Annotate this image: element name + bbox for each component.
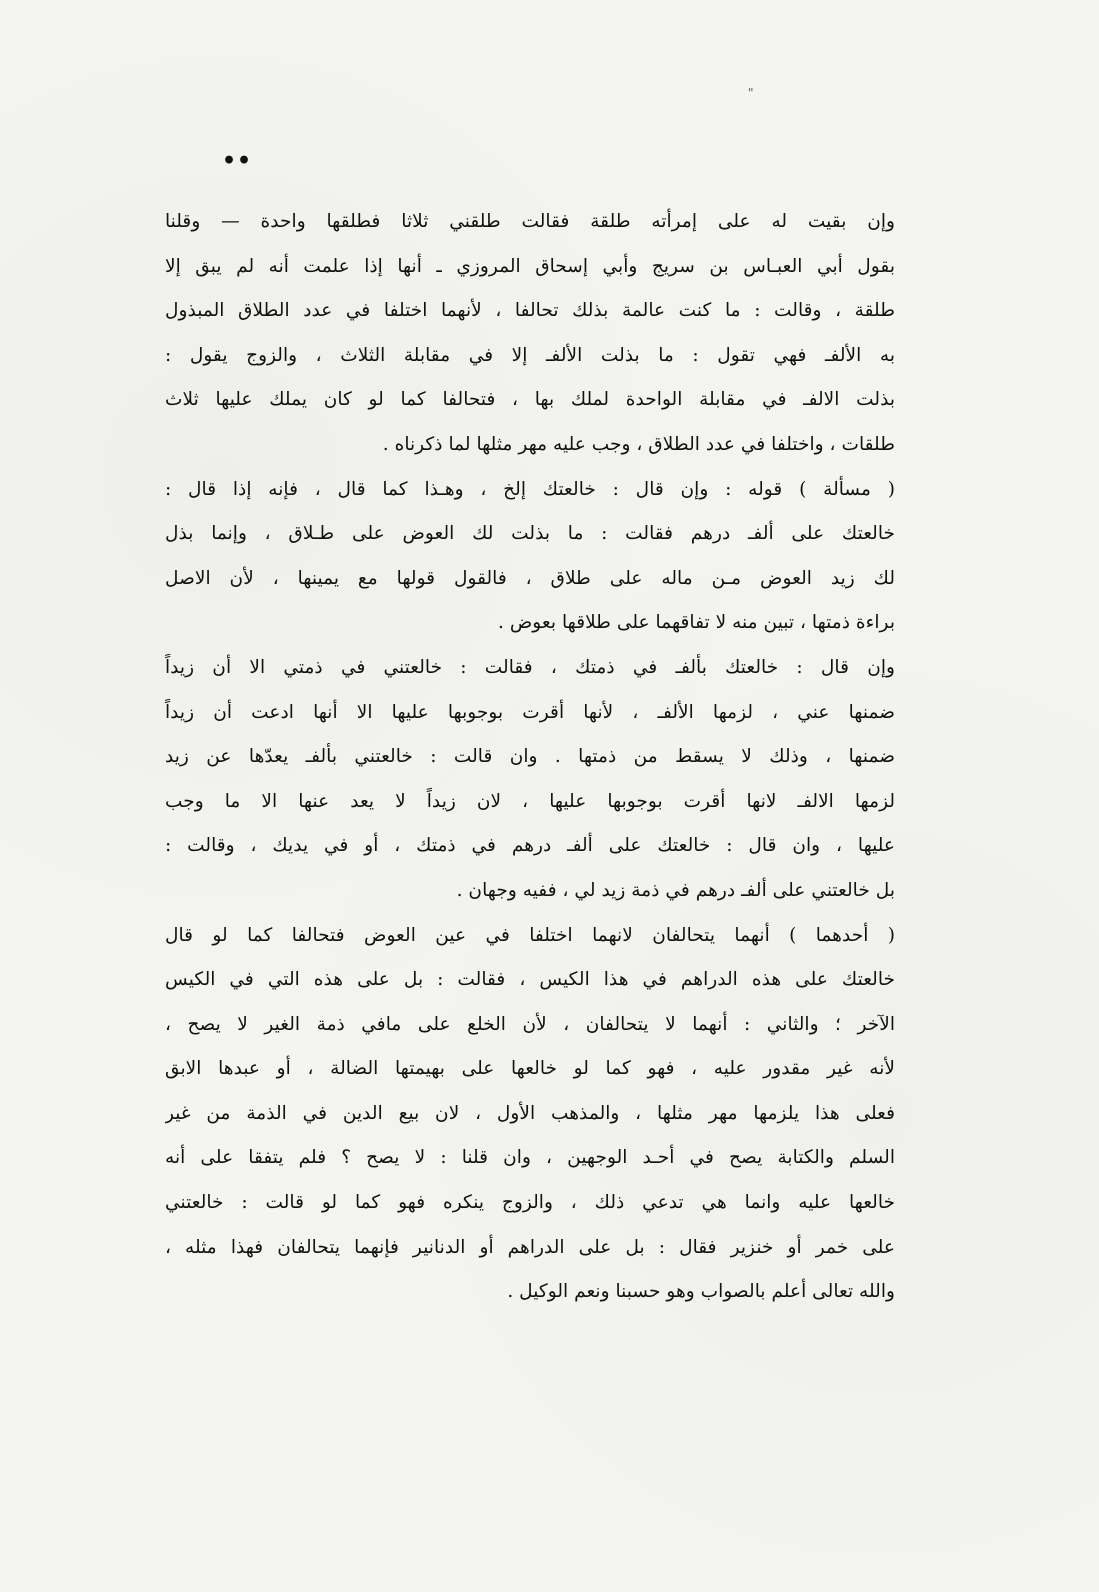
text-line: بقول أبي العبـاس بن سريج وأبي إسحاق المروزي ـ أنها إذا علمت أنه لم يبق إلا	[165, 255, 895, 277]
text-line: به الألفـ فهي تقول : ما بذلت الألفـ إلا في مقابلة الثلاث ، والزوج يقول :	[165, 344, 895, 366]
text-line: خالعها عليه وانما هي تدعي ذلك ، والزوج ينكره فهو كما لو قالت : خالعتني	[165, 1192, 895, 1214]
text-line: خالعتك على ألفـ درهم فقالت : ما بذلت لك العوض على طـلاق ، وإنما بذل	[165, 523, 895, 545]
text-line: عليها ، وان قال : خالعتك على ألفـ درهم في ذمتك ، أو في يديك ، وقالت :	[165, 835, 895, 857]
text-line: بذلت الالفـ في مقابلة الواحدة لملك بها ، فتحالفا كما لو كان يملك عليها ثلاث	[165, 389, 895, 411]
text-line: لك زيد العوض مـن ماله على طلاق ، فالقول قولها مع يمينها ، لأن الاصل	[165, 567, 895, 589]
text-line: ( مسألة ) قوله : وإن قال : خالعتك إلخ ، وهـذا كما قال ، فإنه إذا قال :	[165, 478, 895, 500]
text-line: براءة ذمتها ، تبين منه لا تفاقهما على طلاقها بعوض .	[498, 612, 895, 634]
text-line: طلقة ، وقالت : ما كنت عالمة بذلك تحالفا ، لأنهما اختلفا في عدد الطلاق المبذول	[165, 300, 895, 322]
text-line: فعلى هذا يلزمها مهر مثلها ، والمذهب الأول ، لان بيع الدين في الذمة من غير	[165, 1102, 895, 1124]
text-line: ضمنها عني ، لزمها الألفـ ، لأنها أقرت بوجوبها عليها الا أنها ادعت أن زيداً	[165, 701, 895, 723]
text-line: ضمنها ، وذلك لا يسقط من ذمتها . وان قالت : خالعتني بألفـ يعدّها عن زيد	[165, 746, 895, 768]
text-line: وإن بقيت له على إمرأته طلقة فقالت طلقني ثلاثا فطلقها واحدة — وقلنا	[165, 211, 895, 232]
body-text	[165, 200, 895, 1315]
text-line: لزمها الالفـ لانها أقرت بوجوبها عليها ، لان زيداً لا يعد عنها الا ما وجب	[165, 790, 895, 812]
text-line: على خمر أو خنزير فقال : بل على الدراهم أو الدنانير فإنهما يتحالفان فهذا مثله ،	[165, 1236, 895, 1258]
text-line: وإن قال : خالعتك بألفـ في ذمتك ، فقالت : خالعتني في ذمتي الا أن زيداً	[165, 656, 895, 678]
text-line: السلم والكتابة يصح في أحـد الوجهين ، وان قلنا : لا يصح ؟ فلم يتفقا على أنه	[165, 1147, 895, 1169]
text-line: ( أحدهما ) أنهما يتحالفان لانهما اختلفا في عين العوض فتحالفا كما لو قال	[165, 924, 895, 946]
text-line: لأنه غير مقدور عليه ، فهو كما لو خالعها على بهيمتها الضالة ، أو عبدها الابق	[165, 1058, 895, 1080]
page-mark: ••	[222, 148, 253, 174]
text-line: طلقات ، واختلفا في عدد الطلاق ، وجب عليه مهر مثلها لما ذكرناه .	[382, 433, 895, 455]
text-line: خالعتك على هذه الدراهم في هذا الكيس ، فقالت : بل على هذه التي في الكيس	[165, 969, 895, 991]
stray-mark: "	[748, 86, 754, 100]
text-line: الآخر ؛ والثاني : أنهما لا يتحالفان ، لأن الخلع على مافي ذمة الغير لا يصح ،	[165, 1013, 895, 1035]
text-line: بل خالعتني على ألفـ درهم في ذمة زيد لي ، ففيه وجهان .	[456, 879, 895, 901]
text-line: والله تعالى أعلم بالصواب وهو حسبنا ونعم الوكيل .	[507, 1281, 895, 1303]
